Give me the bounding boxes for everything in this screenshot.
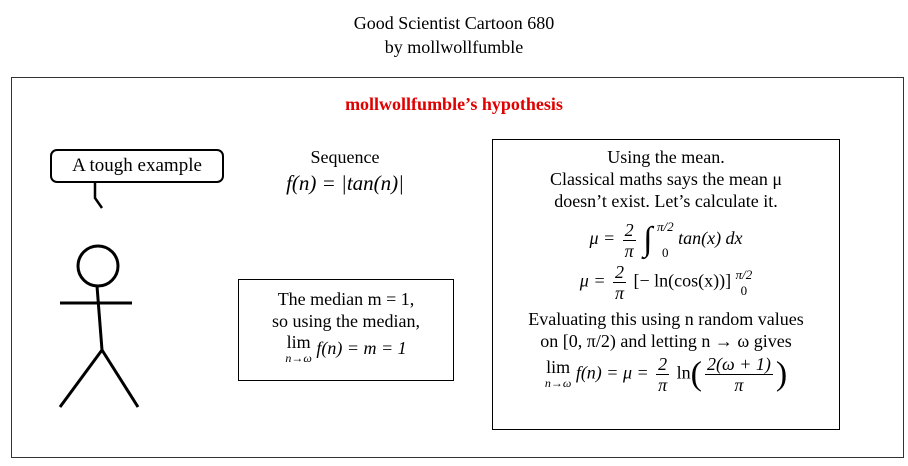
integral-sign: ∫ — [643, 221, 653, 258]
eq3-open-paren: ( — [690, 355, 702, 393]
median-box — [238, 279, 454, 381]
eq2-body: [− ln(cos(x))] — [633, 270, 732, 291]
mean-equation-2 — [493, 262, 839, 308]
eq1-denominator: π — [624, 240, 634, 261]
eq1-limits — [657, 214, 674, 266]
eq2-lower: 0 — [740, 282, 748, 298]
median-line-1: The median m = 1, — [277, 289, 415, 309]
eq2-fraction — [613, 262, 626, 303]
eq1-body: tan(x) dx — [678, 228, 743, 249]
eq3-fraction — [656, 354, 669, 395]
eq3-denominator: π — [658, 375, 668, 395]
eq2-numerator: 2 — [614, 262, 624, 282]
mean-equation-1 — [493, 214, 839, 262]
mean-line-7: on [0, π/2) and letting n → ω gives — [540, 331, 792, 351]
mean-line-3: doesn’t exist. Let’s calculate it. — [554, 191, 778, 211]
mean-line-2: Classical maths says the mean μ — [549, 169, 783, 189]
figure-left-leg — [60, 350, 102, 407]
eq2-limits — [736, 267, 753, 299]
eq3-inner-denominator: π — [734, 375, 744, 395]
eq1-fraction — [623, 220, 636, 261]
mean-line-6: Evaluating this using n random values — [528, 309, 804, 329]
eq2-denominator: π — [614, 283, 624, 303]
speech-bubble: A tough example — [50, 149, 224, 183]
median-lim-word: lim — [286, 332, 311, 352]
speech-tail — [95, 183, 102, 208]
eq1-lhs: μ = — [589, 228, 616, 249]
cartoon-byline: by mollwollfumble — [384, 37, 524, 57]
mean-equation-3 — [493, 354, 839, 395]
median-lim-rest: f(n) = m = 1 — [311, 338, 407, 359]
eq3-inner-numerator: 2(ω + 1) — [706, 354, 771, 374]
median-lim — [285, 334, 311, 366]
hypothesis-heading: mollwollfumble’s hypothesis — [345, 94, 563, 114]
median-limit-line — [239, 334, 453, 366]
eq2-upper: π/2 — [735, 266, 753, 282]
median-lim-sub: n→ω — [285, 351, 312, 365]
eq3-lim-sub: n→ω — [544, 375, 572, 390]
eq1-numerator: 2 — [624, 219, 634, 240]
figure-right-leg — [102, 350, 138, 407]
eq3-lim — [544, 356, 572, 391]
eq3-mid: f(n) = μ = — [575, 362, 649, 383]
sequence-label: Sequence — [310, 147, 380, 167]
eq3-lim-word: lim — [546, 356, 571, 377]
eq3-close-paren: ) — [775, 355, 788, 393]
median-line-2: so using the median, — [272, 311, 420, 331]
figure-head — [78, 246, 118, 286]
cartoon-title: Good Scientist Cartoon 680 — [353, 13, 555, 33]
mean-box — [492, 139, 840, 430]
eq1-lower: 0 — [662, 245, 669, 260]
eq1-upper: π/2 — [656, 219, 674, 234]
mean-line-1: Using the mean. — [607, 147, 725, 167]
stick-figure-icon — [50, 180, 160, 410]
eq3-numerator: 2 — [658, 354, 668, 374]
sequence-formula: f(n) = |tan(n)| — [286, 171, 404, 195]
eq3-ln: ln — [676, 362, 691, 383]
eq3-inner-fraction — [705, 354, 773, 395]
eq2-lhs: μ = — [579, 270, 606, 291]
figure-body — [97, 286, 102, 350]
